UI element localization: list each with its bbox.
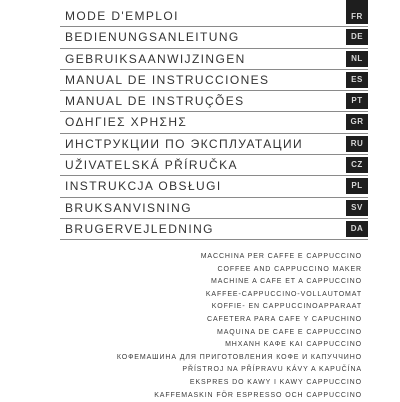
product-name-nl: KOFFIE- EN CAPPUCCINOAPPARAAT — [211, 303, 362, 311]
language-title: ИНСТРУКЦИИ ПО ЭКСПЛУАТАЦИИ — [65, 136, 303, 151]
product-name-cz: PŘÍSTROJ NA PŘÍPRAVU KÁVY A KAPUČÍNA — [182, 366, 362, 374]
language-title: UŽIVATELSKÁ PŘÍRUČKA — [65, 158, 238, 173]
language-row-gr — [60, 112, 368, 133]
product-name-sv: KAFFEMASKIN FÖR ESPRESSO OCH CAPPUCCINO — [154, 391, 362, 399]
product-name-pl: EKSPRES DO KAWY I KAWY CAPPUCCINO — [189, 378, 362, 386]
language-title: INSTRUKCJA OBSŁUGI — [65, 179, 222, 194]
language-row-nl — [60, 49, 368, 70]
language-row-da — [60, 219, 368, 240]
product-name-en: COFFEE AND CAPPUCCINO MAKER — [217, 265, 362, 273]
language-code-badge: FR — [346, 0, 368, 24]
product-name-de: KAFFEE-CAPPUCCINO-VOLLAUTOMAT — [205, 290, 362, 298]
language-row-pt — [60, 91, 368, 112]
language-title: BRUGERVEJLEDNING — [65, 221, 214, 236]
product-name-gr: ΜΗΧΑΝΗ ΚΑΦΕ ΚΑΙ CAPPUCCINO — [225, 341, 362, 349]
language-row-pl — [60, 176, 368, 197]
language-code-badge: SV — [346, 200, 368, 216]
language-row-ru — [60, 134, 368, 155]
language-row-sv — [60, 198, 368, 219]
language-code-badge: PT — [346, 93, 368, 109]
product-name-list — [117, 251, 362, 402]
language-title: MODE D'EMPLOI — [65, 9, 179, 23]
language-title: ΟΔΗΓΙΕΣ ΧΡΗΣΗΣ — [65, 115, 188, 130]
product-name-pt: MAQUINA DE CAFE E CAPPUCCINO — [217, 328, 362, 336]
language-title: MANUAL DE INSTRUÇÕES — [65, 94, 245, 109]
language-code-badge: DE — [346, 29, 368, 45]
product-name-ru: КОФЕМАШИНА ДЛЯ ПРИГОТОВЛЕНИЯ КОФЕ И КАПУЧЧИНО — [116, 353, 362, 361]
language-code-badge: RU — [346, 136, 368, 152]
language-title: GEBRUIKSAANWIJZINGEN — [65, 51, 246, 66]
language-row-de — [60, 27, 368, 48]
language-code-badge: NL — [346, 51, 368, 67]
language-row-fr — [60, 6, 368, 27]
language-code-badge: PL — [346, 178, 368, 194]
language-row-es — [60, 70, 368, 91]
manual-language-list — [60, 6, 368, 240]
language-code-badge: ES — [346, 72, 368, 88]
language-title: BRUKSANVISNING — [65, 200, 192, 215]
language-title: BEDIENUNGSANLEITUNG — [65, 30, 240, 45]
product-name-fr: MACHINE A CAFE ET A CAPPUCCINO — [211, 278, 362, 286]
language-title: MANUAL DE INSTRUCCIONES — [65, 72, 270, 87]
language-code-badge: DA — [346, 221, 368, 237]
language-code-badge: CZ — [346, 157, 368, 173]
product-name-it: MACCHINA PER CAFFE E CAPPUCCINO — [200, 253, 362, 260]
language-code-badge: GR — [346, 114, 368, 130]
product-name-es: CAFETERA PARA CAFE Y CAPUCHINO — [207, 315, 362, 323]
language-row-cz — [60, 155, 368, 176]
